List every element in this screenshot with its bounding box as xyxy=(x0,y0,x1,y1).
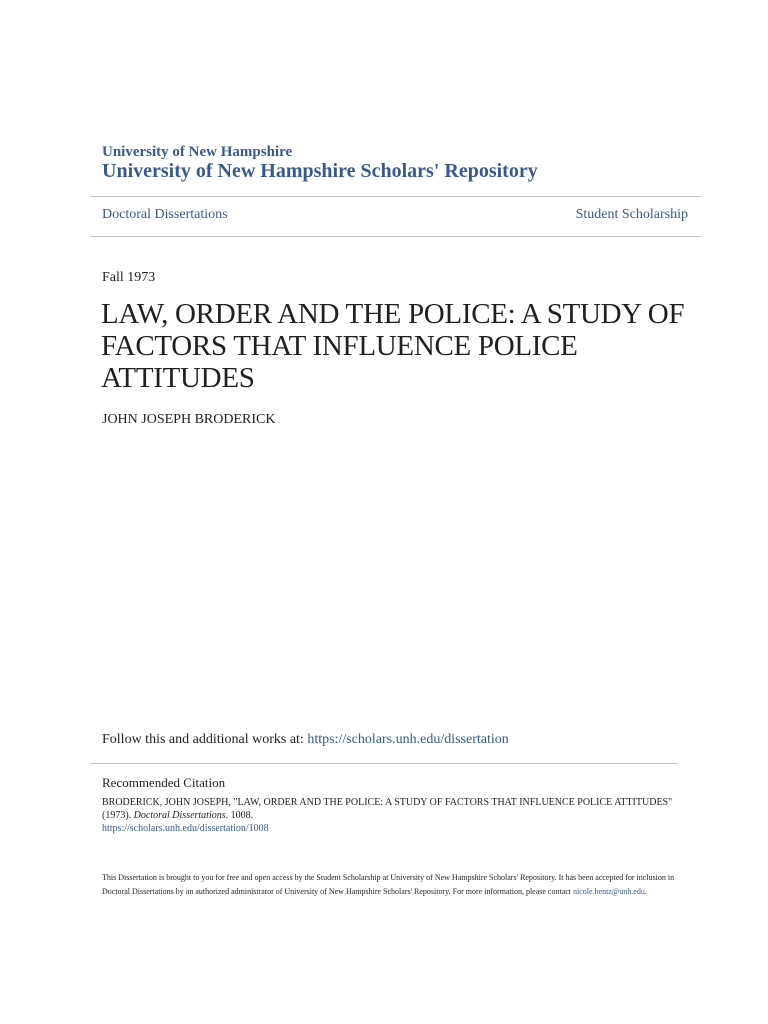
publication-date: Fall 1973 xyxy=(102,270,156,285)
contact-email-link[interactable]: nicole.hentz@unh.edu xyxy=(573,886,645,896)
header-divider-bottom xyxy=(90,236,701,237)
follow-line xyxy=(102,732,509,748)
document-title: LAW, ORDER AND THE POLICE: A STUDY OF FACTORS THAT INFLUENCE POLICE ATTITUDES xyxy=(101,298,685,394)
repository-link[interactable]: University of New Hampshire Scholars' Repository xyxy=(102,160,538,182)
dissertation-collection-link[interactable]: https://scholars.unh.edu/dissertation xyxy=(307,732,509,747)
notice-text: This Dissertation is brought to you for free and open access by the Student Scholarship at University of New Hampshire Scholars' Repository. It has been accepted for inclusion in Doctoral Dissertations by an authorized administrator of University of New Hampshire Scholars' Repository. For more information, please contact xyxy=(102,873,675,896)
access-notice xyxy=(102,871,682,898)
citation-block xyxy=(102,796,682,835)
student-scholarship-link[interactable]: Student Scholarship xyxy=(575,207,688,222)
citation-url-link[interactable]: https://scholars.unh.edu/dissertation/1008 xyxy=(102,823,269,834)
citation-divider xyxy=(90,763,678,764)
doctoral-dissertations-link[interactable]: Doctoral Dissertations xyxy=(102,207,228,222)
author-name: JOHN JOSEPH BRODERICK xyxy=(102,412,276,427)
citation-text: BRODERICK, JOHN JOSEPH, "LAW, ORDER AND THE POLICE: A STUDY OF FACTORS THAT INFLUENCE POLICE ATTITUDES" (1973). xyxy=(102,797,673,821)
notice-end: . xyxy=(644,886,647,896)
citation-number: . 1008. xyxy=(225,810,254,821)
recommended-citation-heading: Recommended Citation xyxy=(102,775,226,790)
header-divider-top xyxy=(90,196,701,197)
follow-label: Follow this and additional works at: xyxy=(102,732,308,747)
institution-link-small[interactable]: University of New Hampshire xyxy=(102,144,293,160)
citation-series: Doctoral Dissertations xyxy=(133,810,226,821)
